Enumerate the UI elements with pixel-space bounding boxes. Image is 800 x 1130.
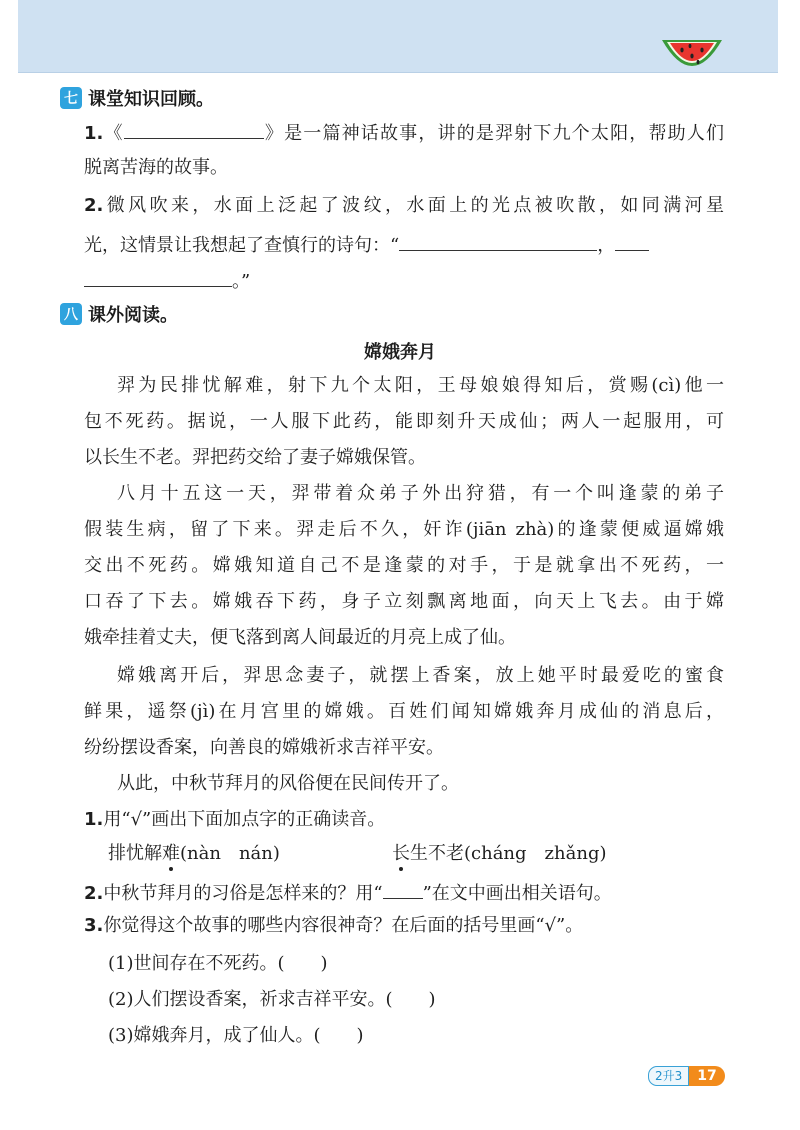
review-q1-number: 1.	[84, 123, 104, 144]
reading-q3: 3.你觉得这个故事的哪些内容很神奇？在后面的括号里画“√”。	[84, 915, 584, 936]
review-q1-blank[interactable]	[124, 120, 264, 139]
reading-q1: 1.用“√”画出下面加点字的正确读音。	[84, 809, 386, 830]
underline-sample	[383, 880, 423, 899]
review-q1-line1: 1.《 》是一篇神话故事，讲的是羿射下九个太阳，帮助人们	[84, 120, 724, 146]
poem-blank-2a[interactable]	[615, 232, 649, 251]
review-q2-line2: 光，这情景让我想起了查慎行的诗句：“ ，	[84, 232, 724, 258]
story-line: 从此，中秋节拜月的风俗便在民间传开了。	[117, 773, 459, 794]
section-eight-title: 课外阅读。	[88, 305, 178, 326]
poem-blank-2b[interactable]	[84, 268, 232, 287]
review-q2-number: 2.	[84, 195, 104, 216]
reading-q1-number: 1.	[84, 809, 104, 830]
reading-q2-number: 2.	[84, 883, 104, 904]
page-number: 17	[689, 1066, 724, 1086]
reading-q3-item[interactable]: (1)世间存在不死药。( )	[108, 953, 328, 974]
grade-level-label: 2升3	[648, 1066, 689, 1086]
section-seven-badge: 七	[60, 87, 82, 109]
story-line: 交出不死药。嫦娥知道自己不是逢蒙的对手，于是就拿出不死药，一	[84, 555, 724, 576]
section-seven-title: 课堂知识回顾。	[88, 89, 214, 110]
dotted-char: 长	[392, 843, 410, 864]
reading-q1-option-b[interactable]: 长生不老(cháng zhǎng)	[392, 843, 607, 864]
story-line: 娥牵挂着丈夫，便飞落到离人间最近的月亮上成了仙。	[84, 627, 516, 648]
reading-q3-item[interactable]: (2)人们摆设香案，祈求吉祥平安。( )	[108, 989, 436, 1010]
dotted-char: 难	[162, 843, 180, 864]
story-line: 口吞了下去。嫦娥吞下药，身子立刻飘离地面，向天上飞去。由于嫦	[84, 591, 724, 612]
review-q2-line3: 。”	[84, 268, 724, 294]
section-eight-header	[60, 302, 178, 326]
story-line: 以长生不老。羿把药交给了妻子嫦娥保管。	[84, 447, 426, 468]
pinyin-choice[interactable]: (cháng zhǎng)	[464, 843, 607, 864]
reading-q3-item[interactable]: (3)嫦娥奔月，成了仙人。( )	[108, 1025, 364, 1046]
reading-q1-option-a[interactable]: 排忧解难(nàn nán)	[108, 843, 280, 864]
story-line: 假装生病，留了下来。羿走后不久，奸诈(jiān zhà)的逢蒙便威逼嫦娥	[84, 519, 724, 540]
story-line: 鲜果，遥祭(jì)在月宫里的嫦娥。百姓们闻知嫦娥奔月成仙的消息后，	[84, 701, 724, 722]
section-eight-badge: 八	[60, 303, 82, 325]
reading-q2: 2.中秋节拜月的习俗是怎样来的？用“ ”在文中画出相关语句。	[84, 880, 724, 906]
story-line: 羿为民排忧解难，射下九个太阳，王母娘娘得知后，赏赐(cì)他一	[117, 375, 724, 396]
story-line: 嫦娥离开后，羿思念妻子，就摆上香案，放上她平时最爱吃的蜜食	[117, 665, 724, 686]
story-line: 八月十五这一天，羿带着众弟子外出狩猎，有一个叫逢蒙的弟子	[117, 483, 724, 504]
poem-blank-1[interactable]	[399, 232, 597, 251]
reading-q3-number: 3.	[84, 915, 104, 936]
page-number-tag	[648, 1066, 725, 1086]
story-line: 纷纷摆设香案，向善良的嫦娥祈求吉祥平安。	[84, 737, 444, 758]
watermelon-icon	[660, 34, 724, 78]
review-q2-line1: 2.微风吹来，水面上泛起了波纹，水面上的光点被吹散，如同满河星	[84, 195, 724, 216]
section-seven-header	[60, 86, 214, 110]
pinyin-choice[interactable]: (nàn nán)	[180, 843, 280, 864]
story-line: 包不死药。据说，一人服下此药，能即刻升天成仙；两人一起服用，可	[84, 411, 724, 432]
review-q1-line2: 脱离苦海的故事。	[84, 157, 228, 178]
story-title: 嫦娥奔月	[364, 342, 436, 363]
